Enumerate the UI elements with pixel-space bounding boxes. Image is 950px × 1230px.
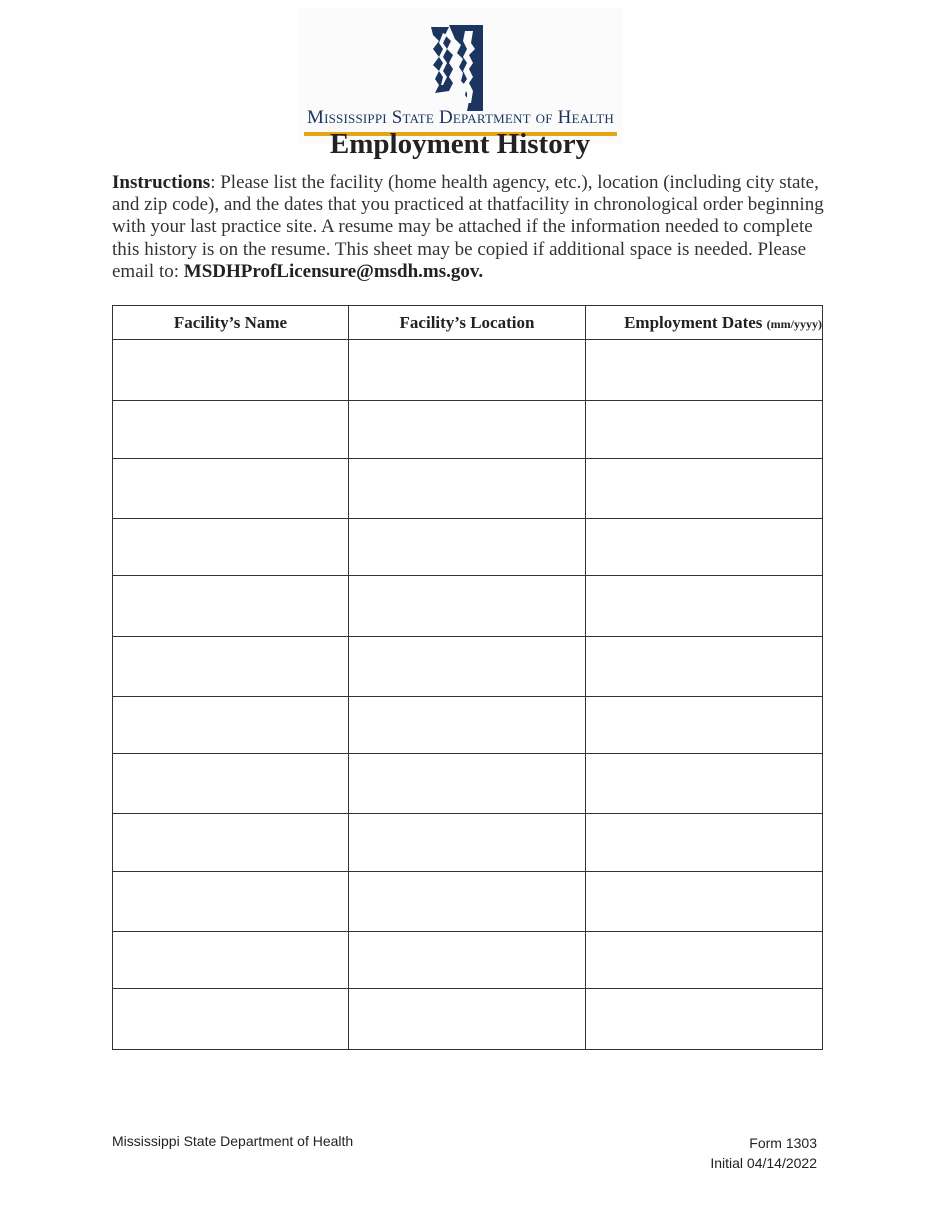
header-employment-dates [586, 306, 823, 340]
facility-location-cell[interactable] [349, 519, 586, 576]
facility-location-cell[interactable] [349, 814, 586, 872]
instructions-paragraph [112, 172, 824, 283]
employment-dates-cell[interactable] [586, 814, 823, 872]
employment-history-table [112, 305, 823, 1050]
table-row [113, 932, 823, 989]
facility-location-cell[interactable] [349, 340, 586, 401]
header-facility-name: Facility’s Name [113, 306, 349, 340]
table-row [113, 754, 823, 814]
table-body [113, 340, 823, 1050]
employment-dates-cell[interactable] [586, 576, 823, 637]
header-facility-location: Facility’s Location [349, 306, 586, 340]
employment-dates-cell[interactable] [586, 459, 823, 519]
facility-location-cell[interactable] [349, 459, 586, 519]
facility-location-cell[interactable] [349, 401, 586, 459]
footer-revision: Initial 04/14/2022 [710, 1155, 817, 1171]
table-row [113, 519, 823, 576]
facility-location-cell[interactable] [349, 637, 586, 697]
msdh-logo [298, 8, 623, 144]
facility-location-cell[interactable] [349, 576, 586, 637]
facility-name-cell[interactable] [113, 637, 349, 697]
mississippi-profiles-icon [429, 23, 485, 111]
employment-dates-cell[interactable] [586, 401, 823, 459]
facility-name-cell[interactable] [113, 932, 349, 989]
instructions-separator: : [210, 172, 216, 193]
header-dates-label: Employment Dates [624, 312, 767, 332]
facility-name-cell[interactable] [113, 459, 349, 519]
employment-dates-cell[interactable] [586, 340, 823, 401]
facility-name-cell[interactable] [113, 340, 349, 401]
facility-location-cell[interactable] [349, 932, 586, 989]
footer-form-number: Form 1303 [749, 1135, 817, 1151]
table-row [113, 814, 823, 872]
table-row [113, 340, 823, 401]
facility-name-cell[interactable] [113, 989, 349, 1050]
instructions-email[interactable]: MSDHProfLicensure@msdh.ms.gov. [183, 260, 484, 282]
employment-dates-cell[interactable] [586, 872, 823, 932]
table-row [113, 872, 823, 932]
employment-dates-cell[interactable] [586, 989, 823, 1050]
employment-dates-cell[interactable] [586, 754, 823, 814]
page-title: Employment History [329, 128, 591, 160]
footer-form-info [710, 1133, 817, 1173]
employment-dates-cell[interactable] [586, 932, 823, 989]
employment-dates-cell[interactable] [586, 519, 823, 576]
instructions-label: Instructions [112, 172, 211, 193]
logo-wordmark: Mississippi State Department of Health [307, 107, 614, 128]
table-row [113, 459, 823, 519]
facility-name-cell[interactable] [113, 697, 349, 754]
facility-name-cell[interactable] [113, 576, 349, 637]
facility-name-cell[interactable] [113, 872, 349, 932]
footer-org: Mississippi State Department of Health [112, 1133, 354, 1149]
facility-location-cell[interactable] [349, 697, 586, 754]
facility-name-cell[interactable] [113, 814, 349, 872]
table-row [113, 401, 823, 459]
table-row [113, 637, 823, 697]
table-header-row [113, 306, 823, 340]
table-row [113, 697, 823, 754]
employment-dates-cell[interactable] [586, 697, 823, 754]
table-row [113, 576, 823, 637]
facility-location-cell[interactable] [349, 989, 586, 1050]
facility-location-cell[interactable] [349, 754, 586, 814]
facility-name-cell[interactable] [113, 401, 349, 459]
employment-dates-cell[interactable] [586, 637, 823, 697]
header-dates-format: (mm/yyyy) [766, 316, 822, 331]
facility-location-cell[interactable] [349, 872, 586, 932]
facility-name-cell[interactable] [113, 519, 349, 576]
table-row [113, 989, 823, 1050]
instructions-body: Please list the facility (home health agency, etc.), location (including city state, and zip code), and the dates that you practiced at thatfacility in chronological order beginning with your last practice site. A resume may be attached if the information needed to complete this history is on the resume. This sheet may be copied if additional space is needed. Please email to: [112, 172, 824, 282]
facility-name-cell[interactable] [113, 754, 349, 814]
